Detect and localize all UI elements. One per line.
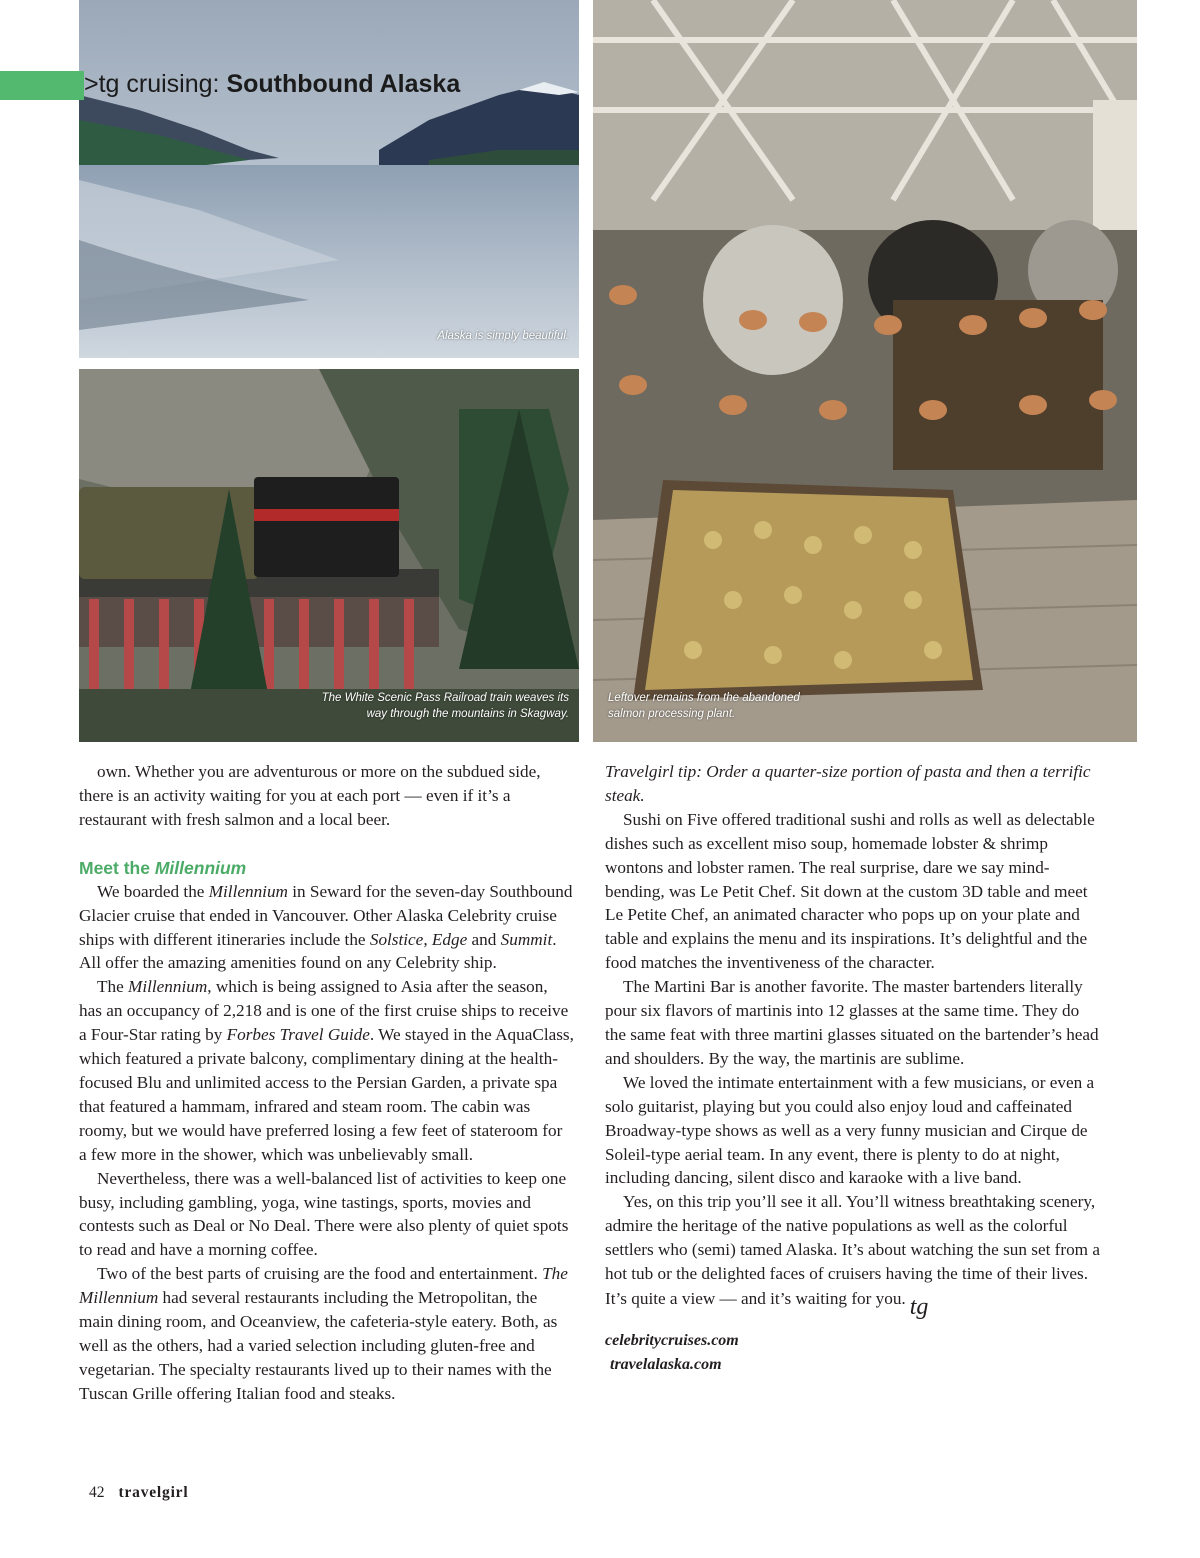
text-run: The (97, 977, 129, 997)
paragraph: The Martini Bar is another favorite. The master bartenders literally pour six flavors of martinis into 12 glasses at the same time. They do the same feat with three martini glasses situated on the bartender’s head and shoulders. By the way, the martinis are sublime. (605, 977, 1099, 1068)
section-heading-title: Southbound Alaska (226, 70, 461, 98)
caption-train (299, 690, 569, 722)
text-run: , (423, 929, 432, 949)
paragraph: own. Whether you are adventurous or more on the subdued side, there is an activity waiting for you at each port — even if it’s a restaurant with fresh salmon and a local beer. (79, 762, 541, 829)
text-run: Forbes Travel Guide (226, 1025, 370, 1045)
subheading-ship-name: Millennium (154, 857, 247, 878)
caption-cannery-line2: salmon processing plant. (608, 708, 736, 720)
text-run: Yes, on this trip you’ll see it all. You’ll witness breathtaking scenery, admire the heritage of the native populations as well as the colorful settlers who (semi) tamed Alaska. It’s about watching the sun set from a hot tub or the delighted faces of cruisers having the time of their lives. It’s quite a view — and it’s waiting for you. (605, 1192, 1100, 1308)
paragraph (605, 1190, 1102, 1320)
paragraph: We loved the intimate entertainment with a few musicians, or even a solo guitarist, playing but you could also enjoy loud and caffeinated Broadway-type shows as well as a very funny musician and Cirque de Soleil-type aerial team. In any event, there is plenty to do at night, including dancing, silent disco and karaoke with a live band. (605, 1072, 1095, 1188)
subheading-meet-the-millennium (79, 856, 574, 880)
text-run: in Seward for the seven-day Southbound Glacier cruise that ended in Vancouver. Other Alaska Celebrity cruise ships with different itineraries include the (79, 881, 573, 949)
paragraph: Nevertheless, there was a well-balanced list of activities to keep one busy, including gambling, yoga, wine tastings, sports, movies and contests such as Deal or No Deal. There were also plenty of quiet spots to read and have a morning coffee. (79, 1168, 569, 1260)
caption-train-line1: The White Scenic Pass Railroad train weaves its (321, 692, 569, 704)
caption-cannery-line1: Leftover remains from the abandoned (608, 692, 800, 704)
paragraph (79, 975, 574, 1166)
text-run: and (467, 929, 501, 949)
article-column-left (79, 760, 574, 1406)
magazine-brand: travelgirl (118, 1484, 189, 1501)
travelgirl-tip (605, 760, 1102, 808)
text-run: We boarded the (97, 881, 209, 901)
photo-scenic-railroad (79, 369, 579, 742)
link-travelalaska[interactable]: travelalaska.com (610, 1355, 722, 1373)
paragraph (79, 1262, 574, 1405)
link-celebritycruises[interactable]: celebritycruises.com (605, 1331, 739, 1349)
article-column-right (605, 760, 1102, 1377)
caption-train-line2: way through the mountains in Skagway. (366, 708, 569, 720)
text-run: had several restaurants including the Metropolitan, the main dining room, and Oceanview, the cafeteria-style eatery. Both, as well as the others, had a varied selection including gluten-free and vegetarian. The specialty restaurants lived up to their names with the Tuscan Grille offering Italian food and steaks. (79, 1288, 558, 1403)
text-run: Edge (431, 929, 468, 949)
text-run: Millennium (128, 977, 208, 997)
page-number: 42 (89, 1484, 105, 1501)
text-run: Summit (500, 929, 553, 949)
text-run: . We stayed in the AquaClass, which featured a private balcony, complimentary dining at the health-focused Blu and unlimited access to the Persian Garden, a private spa that featured a hammam, infrared and steam room. The cabin was roomy, but we would have preferred losing a few feet of stateroom for a few more in the shower, which was unbelievably small. (79, 1025, 574, 1164)
section-tab (0, 71, 84, 100)
text-run: Two of the best parts of cruising are the food and entertainment. (97, 1264, 543, 1284)
text-run: The Millennium (79, 1264, 568, 1308)
paragraph: Sushi on Five offered traditional sushi and rolls as well as delectable dishes such as excellent miso soup, homemade lobster & shrimp wontons and lobster ramen. The real surprise, dare we say mind-bending, was Le Petit Chef. Sit down at the custom 3D table and meet Le Petite Chef, an animated character who pops up on your plate and table and explains the menu and its inspirations. It’s delightful and the food matches the inventiveness of the character. (605, 809, 1095, 973)
text-run: Solstice (369, 929, 424, 949)
subheading-prefix: Meet the (79, 857, 155, 878)
paragraph (79, 880, 574, 976)
photo-salmon-cannery (593, 0, 1137, 742)
caption-cannery (608, 690, 848, 722)
section-heading-prefix: >tg cruising: (84, 70, 227, 98)
photo-alaska-fjord (79, 0, 579, 358)
text-run: Millennium (208, 881, 288, 901)
caption-fjord: Alaska is simply beautiful. (437, 330, 569, 342)
end-mark-tg-logo: tg (909, 1293, 929, 1320)
section-heading (84, 68, 460, 100)
page-footer (89, 1484, 188, 1502)
text-run: . All offer the amazing amenities found on any Celebrity ship. (79, 929, 557, 973)
tip-text: Travelgirl tip: Order a quarter-size portion of pasta and then a terrific steak. (605, 762, 1091, 805)
text-run: , which is being assigned to Asia after the season, has an occupancy of 2,218 and is one of the first cruise ships to receive a Four-Star rating by (79, 977, 569, 1045)
